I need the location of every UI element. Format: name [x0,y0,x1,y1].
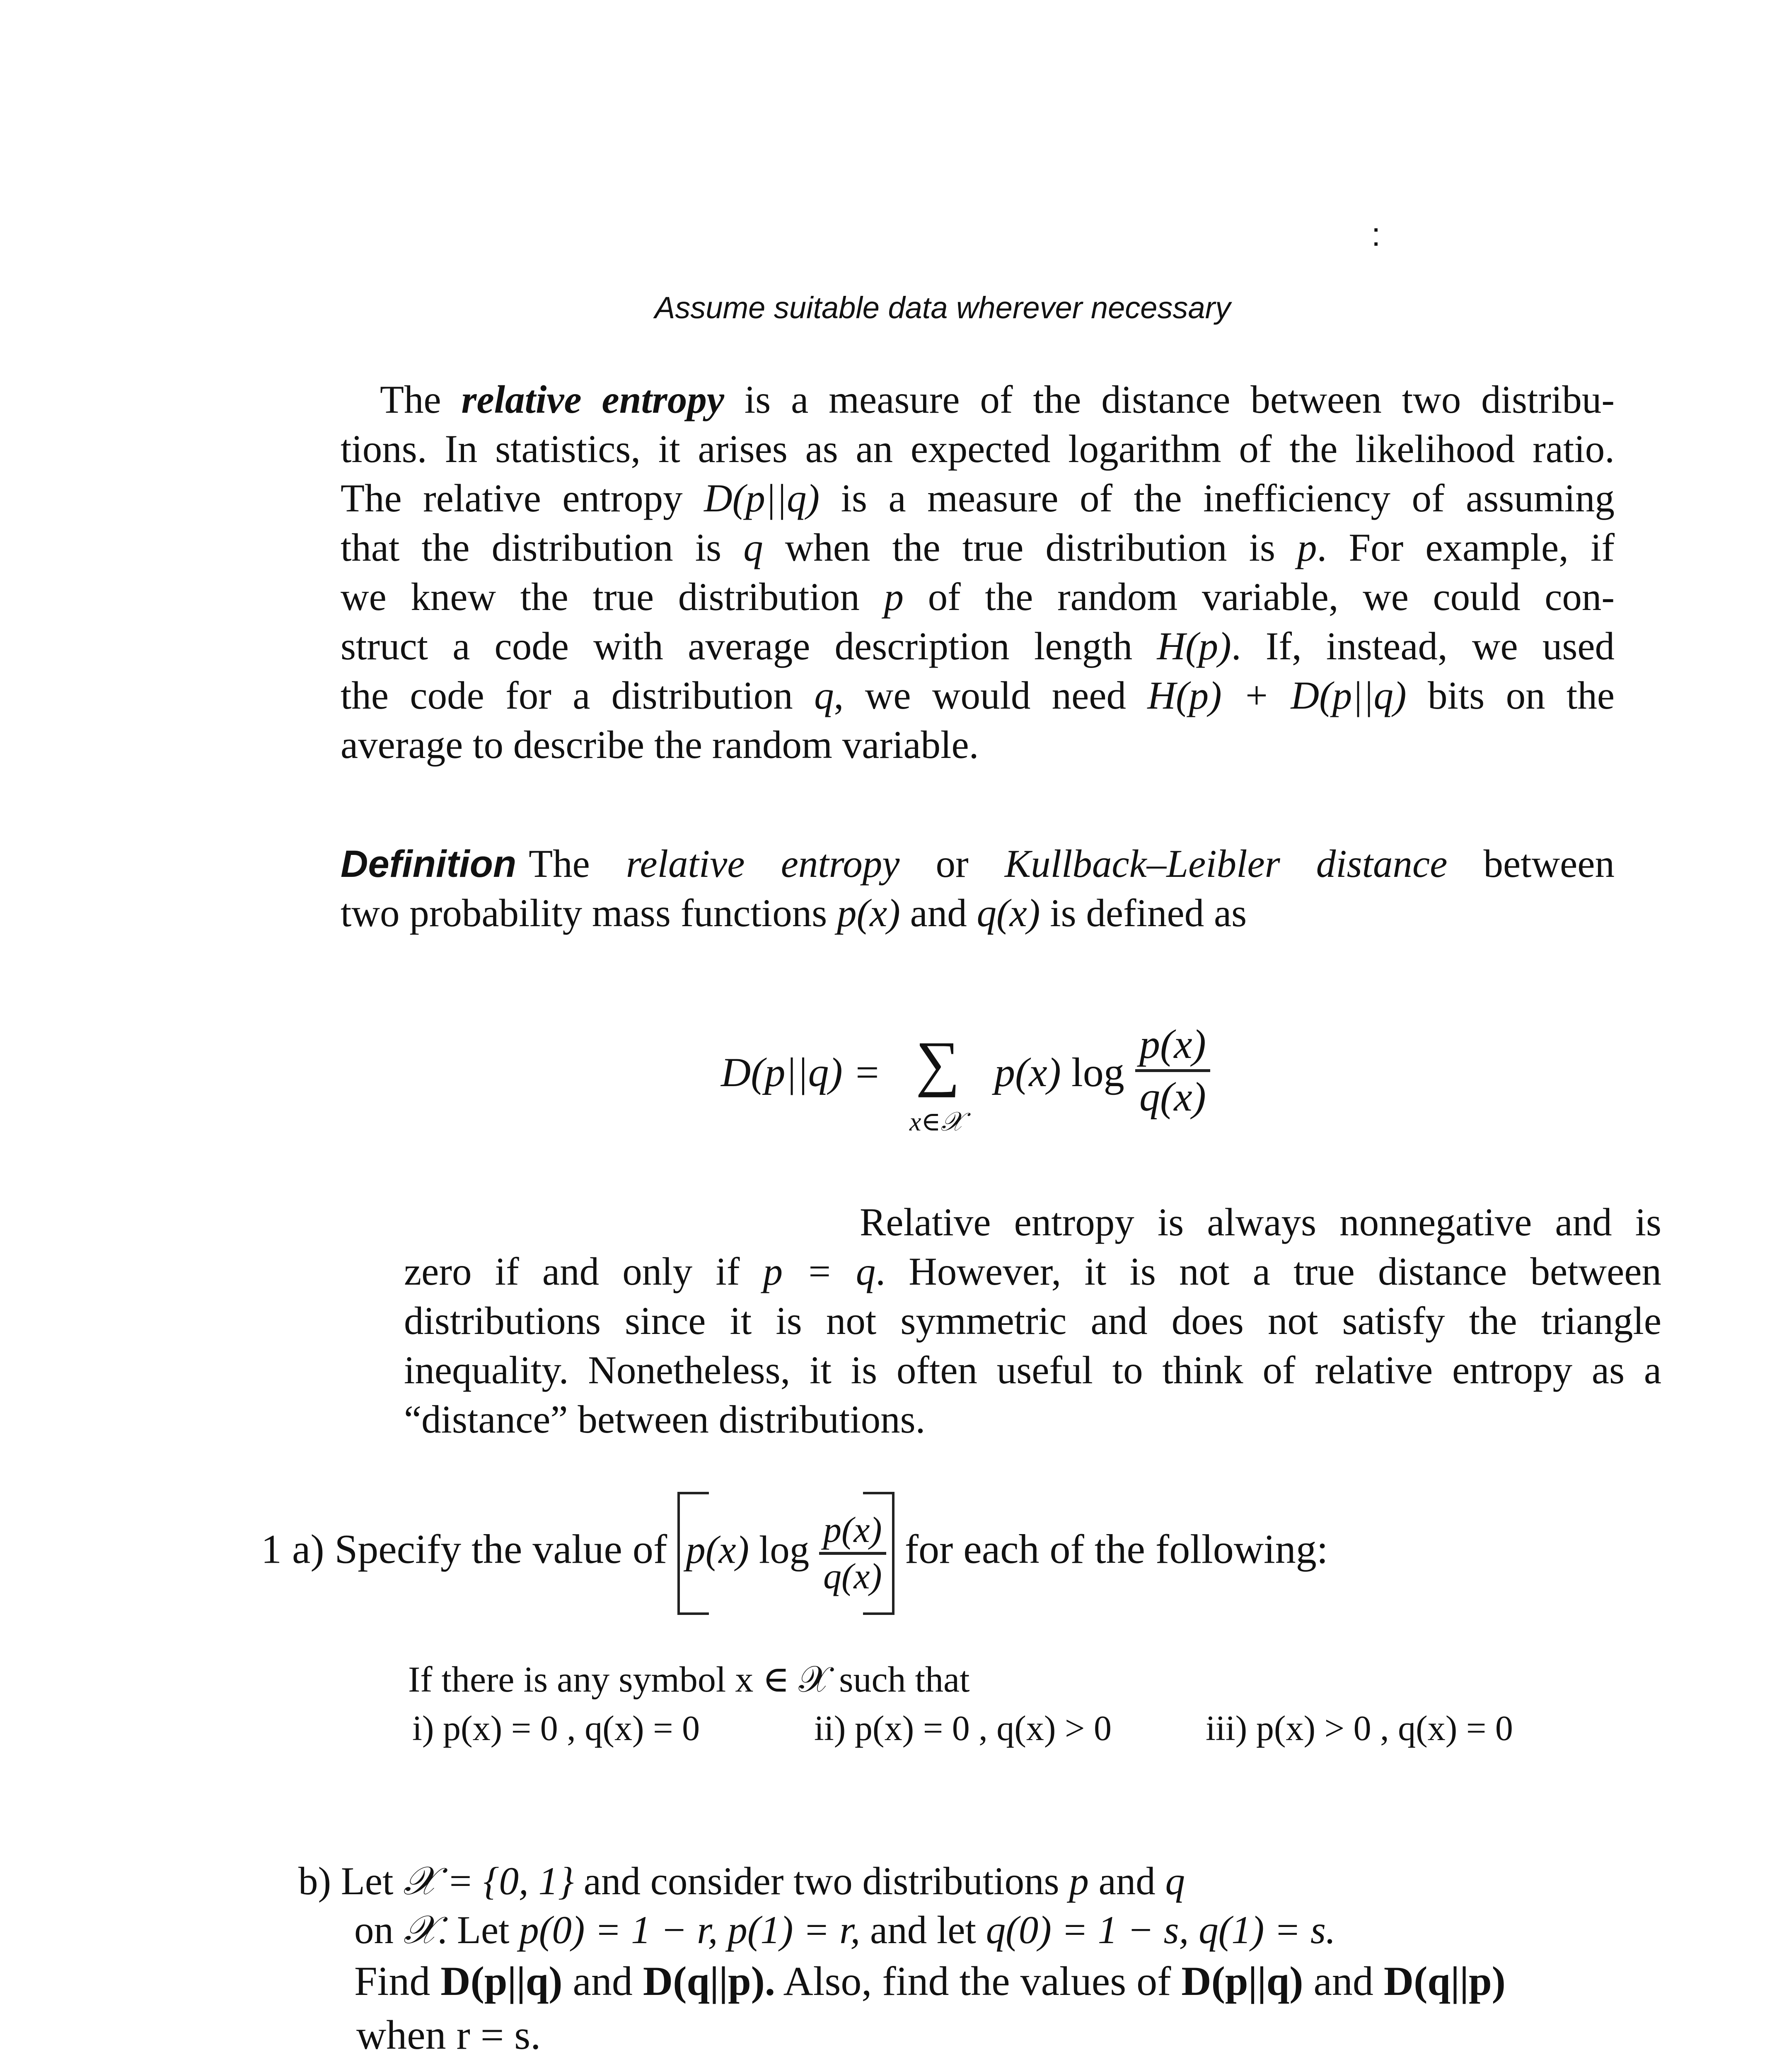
definition-line: Definition The relative entropy or Kullback–Leibler distance between [341,842,1615,886]
formula-fraction [1135,1019,1210,1122]
intro-line: the code for a distribution q, we would need H(p) + D(p||q) bits on the [341,673,1615,717]
remark-line: inequality. Nonetheless, it is often useful to think of relative entropy as a [404,1348,1661,1392]
expression-numerator: p(x) [819,1508,886,1555]
formula-term: p(x) log [994,1049,1124,1095]
option-list [412,1707,1655,1757]
fraction-numerator: p(x) [1135,1019,1210,1072]
question-1b-line: on 𝒳. Let p(0) = 1 − r, p(1) = r, and let q(0) = 1 − s, q(1) = s. [354,1908,1336,1952]
question-1a-suffix: for each of the following: [904,1526,1328,1572]
intro-line: that the distribution is q when the true distribution is p. For example, if [341,525,1615,569]
remark-line: “distance” between distributions. [404,1397,926,1441]
definition-label: Definition [341,843,517,885]
fraction-denominator: q(x) [1139,1074,1206,1120]
question-1b-line: Find D(p||q) and D(q||p). Also, find the values of D(p||q) and D(q||p) [354,1958,1506,2004]
intro-paragraph [341,375,1615,770]
sum-symbol: ∑ [916,1029,960,1098]
intro-line: average to describe the random variable. [341,723,979,767]
question-1a [261,1508,1328,1598]
option-ii: ii) p(x) = 0 , q(x) > 0 [814,1708,1112,1748]
condition-line: If there is any symbol x ∈ 𝒳 such that [408,1660,970,1700]
intro-line: The relative entropy is a measure of the distance between two distribu- [380,378,1615,421]
formula-lhs: D(p||q) = [721,1049,881,1095]
corner-mark: : [1371,216,1381,253]
intro-line: tions. In statistics, it arises as an expected logarithm of the likelihood ratio. [341,427,1615,471]
remark-paragraph [404,1198,1661,1444]
intro-line: struct a code with average description length H(p). If, instead, we used [341,624,1615,668]
question-1b [298,1857,1583,2062]
instruction-text: Assume suitable data wherever necessary [655,290,1231,325]
question-1a-label: 1 a) Specify the value of [261,1526,667,1572]
intro-line: we knew the true distribution p of the random variable, we could con- [341,575,1615,619]
bracketed-expression: p(x) log $\frac{p(x)}{q(x)}$ [677,1508,894,1598]
definition-paragraph [341,839,1615,938]
kl-divergence-formula [721,1003,1260,1152]
sum-subscript: x∈𝒳 [909,1107,964,1136]
expression-term: p(x) [686,1527,749,1572]
expression-denominator: q(x) [823,1556,882,1597]
definition-line: two probability mass functions p(x) and q(x) is defined as [341,891,1247,935]
remark-line: Relative entropy is always nonnegative and is [860,1200,1661,1244]
remark-line: zero if and only if p = q. However, it is not a true distance between [404,1249,1661,1293]
remark-line: distributions since it is not symmetric and does not satisfy the triangle [404,1299,1661,1343]
question-1b-line: when r = s. [356,2012,541,2058]
option-iii: iii) p(x) > 0 , q(x) = 0 [1206,1708,1513,1748]
expression-fraction [819,1508,886,1598]
question-1b-line: b) Let 𝒳 = {0, 1} and consider two distributions p and q [298,1859,1185,1903]
option-i: i) p(x) = 0 , q(x) = 0 [412,1708,700,1748]
intro-line: The relative entropy D(p||q) is a measure of the inefficiency of assuming [341,476,1615,520]
